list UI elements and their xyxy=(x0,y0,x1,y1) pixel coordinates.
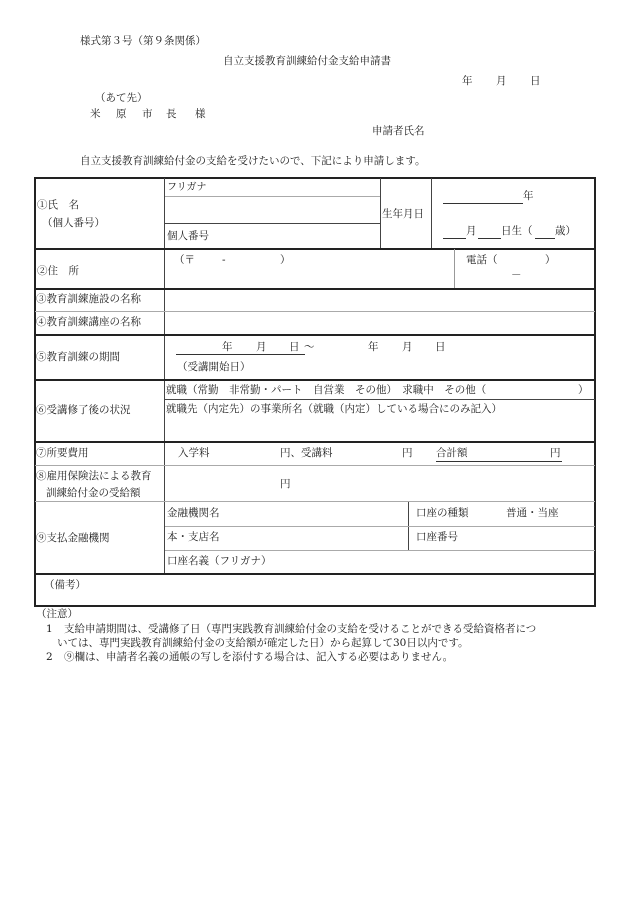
account-number-label: 口座番号 xyxy=(416,531,458,543)
end-day: 日 xyxy=(435,341,446,353)
address-label: ②住 所 xyxy=(37,265,79,277)
row-divider xyxy=(35,501,595,502)
start-year: 年 xyxy=(222,341,233,353)
phone-divider xyxy=(454,249,455,288)
training-course-label: ④教育訓練講座の名称 xyxy=(36,316,141,328)
bank-name-input[interactable] xyxy=(230,504,406,524)
addressee-char: 原 xyxy=(116,108,127,120)
employer-name-label: 就職先（内定先）の事業所名（就職（内定）している場合にのみ記入） xyxy=(166,403,502,415)
date-month-label: 月 xyxy=(496,75,507,87)
start-month: 月 xyxy=(256,341,267,353)
start-day: 日 xyxy=(289,341,300,353)
total-label: 合計額 xyxy=(436,447,468,459)
birth-day-blank[interactable] xyxy=(478,238,501,239)
note-number: 2 xyxy=(46,651,53,663)
tuition-input[interactable] xyxy=(336,444,400,462)
end-year: 年 xyxy=(368,341,379,353)
phone-dash: － xyxy=(511,269,522,281)
age-suffix: 歳） xyxy=(555,225,576,237)
row-divider xyxy=(35,465,595,466)
account-holder-input[interactable] xyxy=(282,552,594,572)
personal-number-label: （個人番号） xyxy=(42,217,105,229)
account-number-input[interactable] xyxy=(462,528,594,548)
employment-other-close: ） xyxy=(578,384,589,396)
address-input[interactable] xyxy=(166,268,452,287)
row6-subdivider xyxy=(165,399,595,400)
phone-input[interactable] xyxy=(458,252,592,286)
note-text: いては、専門実践教育訓練給付金の支給額が確定した日）から起算して30日以内です。 xyxy=(57,637,469,649)
page-title: 自立支援教育訓練給付金支給申請書 xyxy=(223,55,391,67)
name-input[interactable] xyxy=(165,197,380,223)
birth-month-blank[interactable] xyxy=(443,238,466,239)
end-month: 月 xyxy=(402,341,413,353)
note-text: 支給申請期間は、受講修了日（専門実践教育訓練給付金の支給を受けることができる受給資格者につ xyxy=(64,623,537,635)
remarks-label: （備考） xyxy=(44,579,86,591)
row-divider xyxy=(35,441,595,443)
start-date-underline xyxy=(176,354,305,355)
furigana-input[interactable] xyxy=(212,179,380,195)
entrance-fee-input[interactable] xyxy=(210,444,278,462)
birth-year-blank[interactable] xyxy=(443,203,523,204)
entrance-fee-label: 入学料 xyxy=(178,447,210,459)
phone-close: ） xyxy=(545,254,556,266)
postal-open: （〒 xyxy=(174,254,195,266)
account-holder-label: 口座名義（フリガナ） xyxy=(167,555,272,567)
phone-label: 電話（ xyxy=(466,254,498,266)
postal-code-input[interactable] xyxy=(190,252,278,266)
date-day-label: 日 xyxy=(530,75,541,87)
branch-name-input[interactable] xyxy=(225,528,406,548)
start-date-input[interactable] xyxy=(176,338,304,354)
period-tilde: ～ xyxy=(304,341,315,353)
addressee-honorific: 様 xyxy=(195,108,206,120)
birth-year-suffix: 年 xyxy=(523,190,534,202)
row-divider xyxy=(35,248,595,250)
row-divider xyxy=(35,311,595,312)
training-facility-input[interactable] xyxy=(166,290,594,310)
age-blank[interactable] xyxy=(535,238,555,239)
birthdate-divider-left xyxy=(380,178,381,248)
note-number: 1 xyxy=(46,623,53,635)
training-course-input[interactable] xyxy=(166,313,594,333)
start-date-note: （受講開始日） xyxy=(177,361,251,373)
addressee-char: 長 xyxy=(166,108,177,120)
row9-subdivider xyxy=(165,550,595,551)
birth-month-suffix: 月 xyxy=(466,225,477,237)
birth-day-suffix: 日生（ xyxy=(501,225,533,237)
account-type-label: 口座の種類 xyxy=(416,507,469,519)
name-label: ①氏 名 xyxy=(37,199,79,211)
branch-name-label: 本・支店名 xyxy=(167,531,220,543)
tuition-yen: 円 xyxy=(402,447,413,459)
employment-insurance-amount-input[interactable] xyxy=(166,468,278,500)
account-type-options[interactable]: 普通・当座 xyxy=(506,507,559,519)
employer-name-input[interactable] xyxy=(166,418,594,440)
required-costs-label: ⑦所要費用 xyxy=(36,447,89,459)
note-text: ⑨欄は、申請者名義の通帳の写しを添付する場合は、記入する必要はありません。 xyxy=(64,651,454,663)
row-divider xyxy=(35,379,595,381)
training-period-label: ⑤教育訓練の期間 xyxy=(36,351,120,363)
date-year-label: 年 xyxy=(462,75,473,87)
employment-insurance-label-line2: 訓練給付金の受給額 xyxy=(46,487,141,499)
row-divider xyxy=(35,334,595,336)
form-number: 様式第３号（第９条関係） xyxy=(80,35,206,47)
employment-insurance-label-line1: ⑧雇用保険法による教育 xyxy=(36,470,152,482)
personal-number-field-label: 個人番号 xyxy=(167,230,209,242)
total-underline xyxy=(436,461,562,462)
birthdate-divider-right xyxy=(431,178,432,248)
post-course-status-label: ⑥受講修了後の状況 xyxy=(36,404,131,416)
addressee-char: 米 xyxy=(90,108,101,120)
label-column-divider xyxy=(164,178,165,573)
total-input[interactable] xyxy=(470,444,548,461)
employment-insurance-yen: 円 xyxy=(280,478,291,490)
intro-text: 自立支援教育訓練給付金の支給を受けたいので、下記により申請します。 xyxy=(80,155,426,167)
total-yen: 円 xyxy=(550,447,561,459)
employment-status-options[interactable]: 就職（常勤 非常勤・パート 自営業 その他） 求職中 その他（ xyxy=(166,384,487,396)
addressee-label: （あて先） xyxy=(95,92,148,104)
tuition-label: 円、受講料 xyxy=(280,447,333,459)
furigana-label: フリガナ xyxy=(167,182,207,193)
row9-subdivider xyxy=(165,526,595,527)
addressee-char: 市 xyxy=(142,108,153,120)
birthdate-label: 生年月日 xyxy=(382,208,424,220)
bank-name-label: 金融機関名 xyxy=(167,507,220,519)
notes-heading: （注意） xyxy=(36,608,78,620)
postal-dash: - xyxy=(222,254,226,266)
payment-bank-label: ⑨支払金融機関 xyxy=(36,532,110,544)
personal-number-input[interactable] xyxy=(215,224,380,247)
training-facility-label: ③教育訓練施設の名称 xyxy=(36,293,141,305)
row-divider xyxy=(35,573,595,575)
applicant-name-label: 申請者氏名 xyxy=(372,125,425,137)
postal-close: ） xyxy=(280,254,291,266)
remarks-input[interactable] xyxy=(90,576,593,605)
end-date-input[interactable] xyxy=(330,338,450,354)
